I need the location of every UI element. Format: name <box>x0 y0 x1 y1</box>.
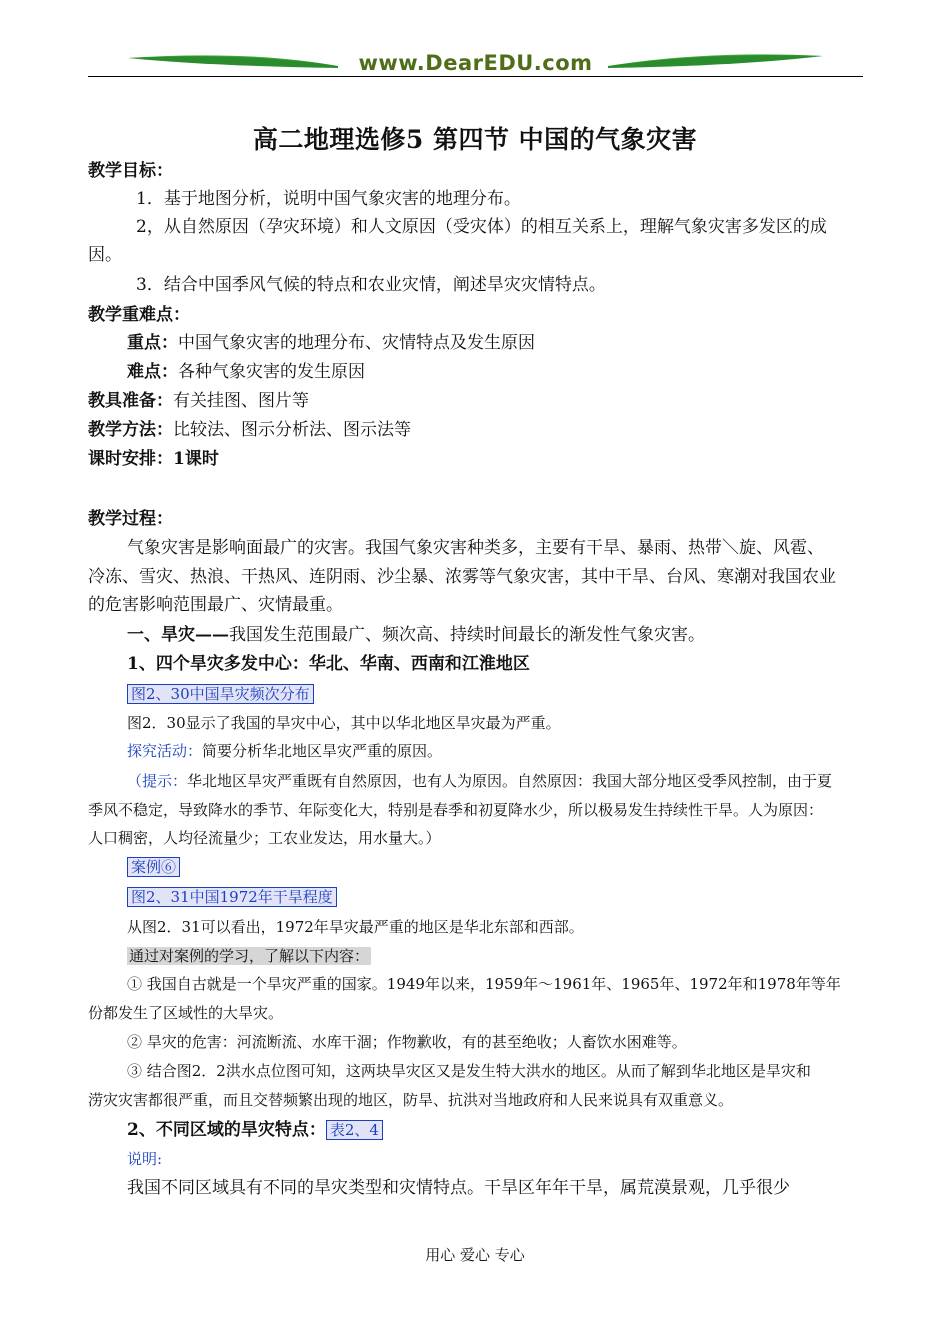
point-line: ② 旱灾的危害：河流断流、水库干涸；作物歉收，有的甚至绝收；人畜饮水困难等。 <box>127 1033 687 1051</box>
hint-line: 季风不稳定，导致降水的季节、年际变化大，特别是春季和初夏降水少，所以极易发生持续性干旱。人为原因： <box>88 801 824 819</box>
intro-line: 的危害影响范围最广、灾情最重。 <box>88 595 343 615</box>
goal-item: 2，从自然原因（孕灾环境）和人文原因（受灾体）的相互关系上，理解气象灾害多发区的成 <box>136 217 827 237</box>
difficulty-label: 难点： <box>127 362 178 382</box>
focus-text: 中国气象灾害的地理分布、灾情特点及发生原因 <box>178 333 535 353</box>
subsection1-heading: 1、四个旱灾多发中心：华北、华南、西南和江淮地区 <box>127 654 530 674</box>
site-logo-text: www.DearEDU.com <box>358 51 593 75</box>
fig230-description: 图2．30显示了我国的旱灾中心，其中以华北地区旱灾最为严重。 <box>127 714 561 732</box>
subsection2-heading: 2、不同区域的旱灾特点： <box>127 1120 326 1140</box>
fig231-link[interactable]: 图2、31中国1972年干旱程度 <box>127 887 337 907</box>
case-link[interactable]: 案例⑥ <box>127 857 180 877</box>
subsection2-line <box>127 1119 903 1141</box>
intro-line: 冷冻、雪灾、热浪、干热风、连阴雨、沙尘暴、浓雾等气象灾害，其中干旱、台风、寒潮对我国农业 <box>88 567 836 587</box>
point-line: 涝灾灾害都很严重，而且交替频繁出现的地区，防旱、抗洪对当地政府和人民来说具有双重意义。 <box>88 1091 734 1109</box>
schedule-text: 1课时 <box>173 449 219 469</box>
page-title: 高二地理选修5 第四节 中国的气象灾害 <box>252 125 698 154</box>
page-footer: 用心 爱心 专心 <box>425 1246 525 1264</box>
methods-text: 比较法、图示分析法、图示法等 <box>173 420 411 440</box>
prep-text: 有关挂图、图片等 <box>173 391 309 411</box>
hint-line: 人口稠密，人均径流量少；工农业发达，用水量大。） <box>88 829 441 847</box>
focus-line <box>127 332 903 354</box>
hint-text: 华北地区旱灾严重既有自然原因，也有人为原因。自然原因：我国大部分地区受季风控制，由于夏 <box>187 772 833 790</box>
focus-label: 重点： <box>127 333 178 353</box>
fig231-line <box>127 887 903 907</box>
process-heading: 教学过程： <box>88 509 173 529</box>
prep-label: 教具准备： <box>88 391 173 411</box>
schedule-label: 课时安排： <box>88 449 173 469</box>
hint-line <box>127 771 903 791</box>
goal-item-continued: 因。 <box>88 245 122 265</box>
header-banner <box>88 44 863 84</box>
section1-line <box>127 624 903 646</box>
fig230-line <box>127 684 903 704</box>
methods-label: 教学方法： <box>88 420 173 440</box>
note-line <box>127 1149 903 1169</box>
learn-intro: 通过对案例的学习，了解以下内容： <box>129 947 370 965</box>
section1-label: 一、旱灾—— <box>127 625 229 645</box>
difficulty-line <box>127 361 903 383</box>
note-label: 说明: <box>127 1150 163 1168</box>
point-line: ③ 结合图2．2洪水点位图可知，这两块旱灾区又是发生特大洪水的地区。从而了解到华北地区是旱灾和 <box>127 1062 811 1080</box>
intro-line: 气象灾害是影响面最广的灾害。我国气象灾害种类多，主要有干旱、暴雨、热带＼旋、风雹、 <box>127 538 824 558</box>
table24-link[interactable]: 表2、4 <box>326 1120 383 1140</box>
goal-item: 1．基于地图分析，说明中国气象灾害的地理分布。 <box>136 189 521 209</box>
learn-intro-line <box>127 946 903 966</box>
goal-item: 3．结合中国季风气候的特点和农业灾情，阐述旱灾灾情特点。 <box>136 275 606 295</box>
schedule-line <box>88 448 864 470</box>
goals-heading: 教学目标： <box>88 161 173 181</box>
case-line <box>127 857 903 877</box>
activity-line <box>127 741 903 761</box>
fig230-link[interactable]: 图2、30中国旱灾频次分布 <box>127 684 314 704</box>
difficulty-text: 各种气象灾害的发生原因 <box>178 362 365 382</box>
closing-line: 我国不同区域具有不同的旱灾类型和灾情特点。干旱区年年干旱，属荒漠景观，几乎很少 <box>127 1178 790 1198</box>
point-line: 份都发生了区域性的大旱灾。 <box>88 1004 284 1022</box>
fig231-description: 从图2．31可以看出，1972年旱灾最严重的地区是华北东部和西部。 <box>127 918 584 936</box>
activity-label: 探究活动： <box>127 742 203 760</box>
prep-line <box>88 390 864 412</box>
point-line: ① 我国自古就是一个旱灾严重的国家。1949年以来，1959年～1961年、1965年、1972年和1978年等年 <box>127 975 841 993</box>
key-points-heading: 教学重难点： <box>88 305 190 325</box>
activity-text: 简要分析华北地区旱灾严重的原因。 <box>202 742 443 760</box>
hint-label: （提示： <box>127 772 188 790</box>
section1-text: 我国发生范围最广、频次高、持续时间最长的渐发性气象灾害。 <box>229 625 705 645</box>
methods-line <box>88 419 864 441</box>
header-rule <box>88 76 863 77</box>
